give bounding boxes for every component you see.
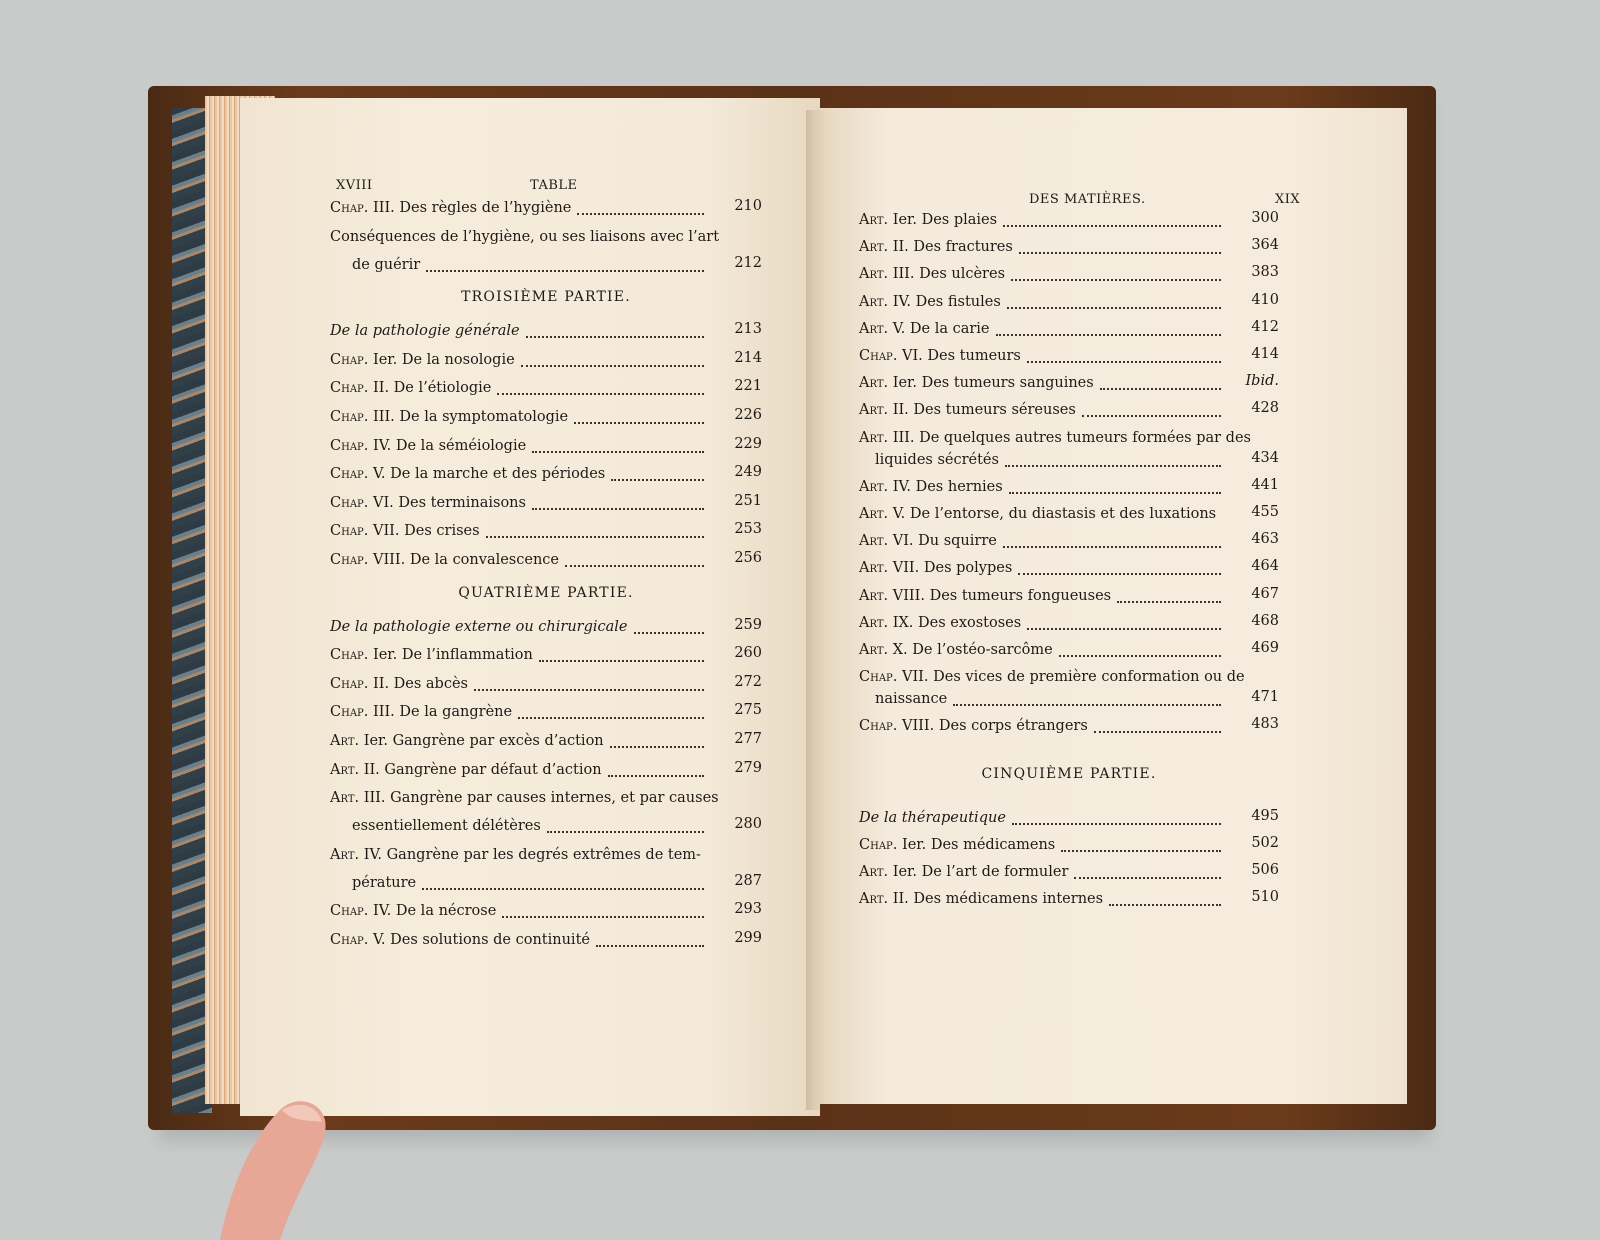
- entry-prefix: Chap.: [330, 466, 369, 483]
- entry-title: VII. Des polypes: [888, 560, 1013, 577]
- right-page: [817, 108, 1407, 1104]
- toc-entry: [330, 407, 568, 427]
- leader-dots: [497, 392, 704, 395]
- toc-entry: [859, 373, 1094, 393]
- entry-prefix: Chap.: [330, 704, 369, 721]
- toc-entry: [330, 493, 526, 513]
- page-number: 299: [734, 930, 762, 946]
- page-number: 293: [734, 901, 762, 918]
- page-number: 249: [734, 464, 762, 481]
- entry-title: III. De la gangrène: [368, 704, 513, 721]
- section-heading: CINQUIÈME PARTIE.: [981, 765, 1157, 782]
- toc-entry: [330, 674, 468, 694]
- page-number: 455: [1251, 504, 1279, 520]
- leader-dots: [539, 659, 704, 662]
- toc-entry: [859, 319, 990, 339]
- toc-entry: [330, 930, 590, 950]
- leader-dots: [502, 915, 704, 918]
- leader-dots: [426, 269, 704, 272]
- entry-prefix: Chap.: [330, 437, 369, 454]
- leader-dots: [547, 830, 704, 833]
- leader-dots: [1027, 360, 1221, 363]
- leader-dots: [996, 333, 1221, 336]
- toc-entry: [859, 889, 1103, 909]
- toc-entry-line: [330, 845, 701, 865]
- toc-entry: [330, 198, 571, 218]
- page-number: 277: [734, 731, 762, 747]
- entry-title: VI. Du squirre: [888, 533, 997, 550]
- entry-prefix: Art.: [859, 642, 889, 658]
- toc-entry: [330, 731, 604, 751]
- entry-title: de guérir: [352, 256, 421, 273]
- entry-prefix: Chap.: [859, 669, 898, 686]
- left-running-title: TABLE: [530, 178, 578, 193]
- leader-dots: [532, 507, 704, 510]
- toc-entry: [859, 400, 1076, 420]
- toc-entry: [330, 645, 533, 665]
- entry-prefix: Chap.: [330, 647, 369, 664]
- entry-prefix: Art.: [859, 266, 889, 283]
- toc-entry: [330, 550, 559, 570]
- entry-title: VII. Des crises: [368, 523, 480, 540]
- page-number: 463: [1251, 531, 1279, 548]
- right-running-title: DES MATIÈRES.: [1029, 192, 1146, 207]
- entry-title: V. De l’entorse, du diastasis et des luxations: [888, 506, 1217, 522]
- left-page: [240, 98, 820, 1116]
- toc-entry: [859, 613, 1021, 633]
- entry-prefix: Chap.: [859, 718, 898, 735]
- leader-dots: [596, 944, 704, 947]
- thumb: [180, 1060, 330, 1240]
- entry-title: V. De la carie: [888, 320, 990, 337]
- toc-entry: [352, 255, 420, 275]
- entry-title: naissance: [875, 691, 948, 708]
- entry-title: Ier. Des plaies: [888, 212, 998, 228]
- leader-dots: [608, 774, 704, 777]
- entry-title: V. Des solutions de continuité: [368, 932, 590, 948]
- entry-title: II. De l’étiologie: [368, 380, 492, 397]
- entry-title: essentiellement délétères: [352, 818, 541, 835]
- entry-title: IV. De la séméiologie: [368, 437, 527, 454]
- leader-dots: [422, 887, 704, 890]
- entry-prefix: Chap.: [330, 409, 369, 425]
- entry-title: Ier. De l’inflammation: [368, 647, 533, 664]
- section-heading: TROISIÈME PARTIE.: [461, 289, 631, 306]
- toc-entry: [859, 264, 1005, 284]
- toc-entry: [859, 558, 1012, 578]
- entry-prefix: Art.: [859, 560, 889, 577]
- page-number: 275: [734, 702, 762, 719]
- entry-title: Ier. De la nosologie: [368, 351, 515, 368]
- toc-entry: [330, 521, 480, 541]
- entry-prefix: Art.: [859, 239, 889, 256]
- toc-entry: [859, 531, 997, 551]
- leader-dots: [1003, 224, 1221, 227]
- leader-dots: [565, 564, 704, 567]
- page-number: 468: [1251, 612, 1279, 629]
- entry-title: IV. De la nécrose: [368, 903, 497, 920]
- page-number: 410: [1251, 291, 1279, 308]
- entry-title: VIII. Des corps étrangers: [897, 718, 1088, 735]
- entry-prefix: Chap.: [330, 523, 369, 540]
- page-number: 251: [734, 492, 762, 509]
- leader-dots: [1027, 627, 1221, 630]
- entry-prefix: Chap.: [330, 494, 369, 511]
- entry-title: X. De l’ostéo-sarcôme: [888, 642, 1053, 658]
- entry-title: III. Des ulcères: [888, 266, 1006, 283]
- leader-dots: [1005, 464, 1221, 467]
- toc-entry: [352, 873, 416, 893]
- toc-entry: [859, 237, 1013, 257]
- entry-line1: IV. Gangrène par les degrés extrêmes de tem-: [359, 846, 701, 863]
- leader-dots: [1100, 387, 1221, 390]
- left-folio: XVIII: [336, 178, 373, 193]
- entry-prefix: Art.: [859, 402, 889, 419]
- entry-prefix: Chap.: [330, 380, 369, 397]
- page-number: 495: [1251, 807, 1279, 824]
- page-number: Ibid.: [1245, 373, 1279, 390]
- entry-title: Ier. Gangrène par excès d’action: [359, 733, 604, 749]
- entry-prefix: Chap.: [330, 351, 369, 368]
- leader-dots: [1061, 849, 1221, 852]
- entry-line1: III. Gangrène par causes internes, et par causes: [359, 790, 719, 807]
- leader-dots: [610, 745, 704, 748]
- entry-prefix: Art.: [330, 761, 360, 778]
- entry-prefix: Chap.: [859, 348, 898, 364]
- page-number: 287: [734, 872, 762, 889]
- page-number: 256: [734, 550, 762, 566]
- page-number: 279: [734, 759, 762, 776]
- toc-entry: [859, 210, 997, 230]
- page-number: 434: [1251, 449, 1279, 466]
- entry-prefix: Art.: [859, 293, 889, 310]
- entry-prefix: Chap.: [330, 903, 369, 920]
- entry-prefix: Chap.: [330, 675, 369, 692]
- entry-title: VI. Des terminaisons: [368, 494, 526, 511]
- leader-dots: [1018, 572, 1221, 575]
- entry-title: Ier. Des médicamens: [897, 836, 1056, 853]
- toc-entry: [330, 321, 520, 341]
- entry-prefix: Art.: [330, 790, 360, 807]
- entry-prefix: Art.: [859, 506, 889, 522]
- page-number: 229: [734, 435, 762, 452]
- leader-dots: [474, 688, 704, 691]
- page-number: 483: [1251, 716, 1279, 733]
- entry-prefix: Art.: [859, 320, 889, 337]
- entry-title: De la pathologie externe ou chirurgicale: [330, 618, 628, 635]
- page-number: 510: [1251, 889, 1279, 906]
- page-number: 383: [1251, 264, 1279, 281]
- toc-entry: [859, 808, 1006, 828]
- leader-dots: [574, 421, 704, 424]
- entry-prefix: Art.: [859, 864, 889, 880]
- toc-entry: [859, 586, 1111, 606]
- entry-title: II. Des abcès: [368, 675, 468, 692]
- entry-line1: Conséquences de l’hygiène, ou ses liaisons avec l’art: [330, 228, 720, 245]
- page-number: 210: [734, 198, 762, 214]
- entry-title: II. Gangrène par défaut d’action: [359, 761, 602, 778]
- entry-title: III. Des règles de l’hygiène: [368, 200, 572, 216]
- leader-dots: [1007, 306, 1221, 309]
- leader-dots: [1117, 600, 1221, 603]
- leader-dots: [486, 535, 704, 538]
- entry-line1: III. De quelques autres tumeurs formées par des: [888, 429, 1251, 446]
- entry-prefix: Chap.: [330, 932, 369, 948]
- leader-dots: [1011, 278, 1221, 281]
- page-number: 226: [734, 407, 762, 423]
- page-number: 467: [1251, 585, 1279, 602]
- page-number: 260: [734, 645, 762, 662]
- page-number: 214: [734, 349, 762, 366]
- toc-entry: [875, 450, 999, 470]
- toc-entry: [330, 436, 526, 456]
- entry-prefix: Art.: [859, 429, 889, 446]
- leader-dots: [521, 364, 704, 367]
- book-gutter: [806, 110, 828, 1110]
- entry-title: VI. Des tumeurs: [897, 348, 1021, 364]
- toc-entry: [859, 477, 1003, 497]
- toc-entry-line: [330, 227, 719, 247]
- entry-title: Ier. Des tumeurs sanguines: [888, 375, 1094, 392]
- entry-title: II. Des tumeurs séreuses: [888, 402, 1076, 419]
- toc-entry: [859, 862, 1068, 882]
- page-number: 213: [734, 321, 762, 338]
- toc-entry-line: [330, 788, 719, 808]
- toc-entry: [330, 760, 602, 780]
- page-number: 414: [1251, 346, 1279, 362]
- entry-title: IV. Des hernies: [888, 478, 1003, 495]
- entry-prefix: Art.: [330, 733, 360, 749]
- entry-title: II. Des médicamens internes: [888, 891, 1104, 908]
- toc-entry: [330, 702, 512, 722]
- entry-title: VIII. Des tumeurs fongueuses: [888, 587, 1112, 604]
- toc-entry: [330, 617, 628, 637]
- entry-prefix: Chap.: [859, 836, 898, 853]
- entry-prefix: Art.: [859, 212, 889, 228]
- entry-title: pérature: [352, 874, 417, 891]
- page-number: 428: [1251, 400, 1279, 417]
- entry-prefix: Art.: [859, 375, 889, 392]
- toc-entry: [330, 378, 491, 398]
- toc-entry: [875, 689, 947, 709]
- entry-title: VIII. De la convalescence: [368, 552, 559, 568]
- page-number: 221: [734, 378, 762, 395]
- leader-dots: [1003, 545, 1221, 548]
- leader-dots: [526, 335, 704, 338]
- entry-title: IV. Des fistules: [888, 293, 1001, 310]
- toc-entry-line: [859, 667, 1245, 687]
- leader-dots: [611, 478, 704, 481]
- entry-prefix: Art.: [859, 891, 889, 908]
- page-number: 471: [1251, 689, 1279, 706]
- toc-entry: [330, 350, 515, 370]
- page-number: 212: [734, 254, 762, 271]
- entry-title: III. De la symptomatologie: [368, 409, 569, 425]
- page-number: 469: [1251, 640, 1279, 656]
- entry-prefix: Art.: [859, 587, 889, 604]
- entry-title: II. Des fractures: [888, 239, 1013, 256]
- page-number: 412: [1251, 318, 1279, 335]
- page-number: 464: [1251, 558, 1279, 575]
- toc-entry: [859, 504, 1216, 524]
- entry-title: liquides sécrétés: [875, 451, 999, 468]
- page-number: 364: [1251, 237, 1279, 254]
- toc-entry: [330, 464, 605, 484]
- entry-prefix: Chap.: [330, 200, 369, 216]
- leader-dots: [518, 716, 704, 719]
- leader-dots: [1012, 822, 1221, 825]
- page-number: 272: [734, 673, 762, 690]
- leader-dots: [1074, 876, 1221, 879]
- toc-entry-line: [859, 428, 1251, 448]
- entry-prefix: Art.: [859, 614, 889, 631]
- page-number: 502: [1251, 834, 1279, 851]
- entry-title: IX. Des exostoses: [888, 614, 1022, 631]
- entry-title: De la pathologie générale: [330, 323, 520, 340]
- entry-line1: VII. Des vices de première conformation ou de: [897, 669, 1245, 686]
- leader-dots: [532, 450, 704, 453]
- page-number: 441: [1251, 476, 1279, 493]
- entry-prefix: Art.: [330, 846, 360, 863]
- leader-dots: [1109, 903, 1221, 906]
- entry-title: Ier. De l’art de formuler: [888, 864, 1069, 880]
- leader-dots: [953, 703, 1221, 706]
- leader-dots: [1019, 251, 1221, 254]
- entry-prefix: Art.: [859, 478, 889, 495]
- toc-entry: [859, 640, 1053, 660]
- toc-entry: [859, 292, 1001, 312]
- page-number: 300: [1251, 210, 1279, 226]
- page-number: 506: [1251, 862, 1279, 878]
- toc-entry: [859, 346, 1021, 366]
- toc-entry: [352, 816, 541, 836]
- toc-entry: [330, 901, 496, 921]
- entry-prefix: Art.: [859, 533, 889, 550]
- leader-dots: [1009, 491, 1221, 494]
- leader-dots: [1082, 414, 1221, 417]
- right-folio: XIX: [1275, 192, 1301, 207]
- page-number: 253: [734, 521, 762, 538]
- leader-dots: [1094, 730, 1221, 733]
- leader-dots: [577, 212, 704, 215]
- entry-title: De la thérapeutique: [859, 809, 1006, 826]
- section-heading: QUATRIÈME PARTIE.: [458, 584, 634, 601]
- entry-title: V. De la marche et des périodes: [368, 466, 606, 483]
- toc-entry: [859, 716, 1088, 736]
- toc-entry: [859, 835, 1055, 855]
- leader-dots: [634, 631, 704, 634]
- entry-prefix: Chap.: [330, 552, 369, 568]
- page-number: 259: [734, 616, 762, 633]
- page-number: 280: [734, 816, 762, 833]
- leader-dots: [1059, 654, 1221, 657]
